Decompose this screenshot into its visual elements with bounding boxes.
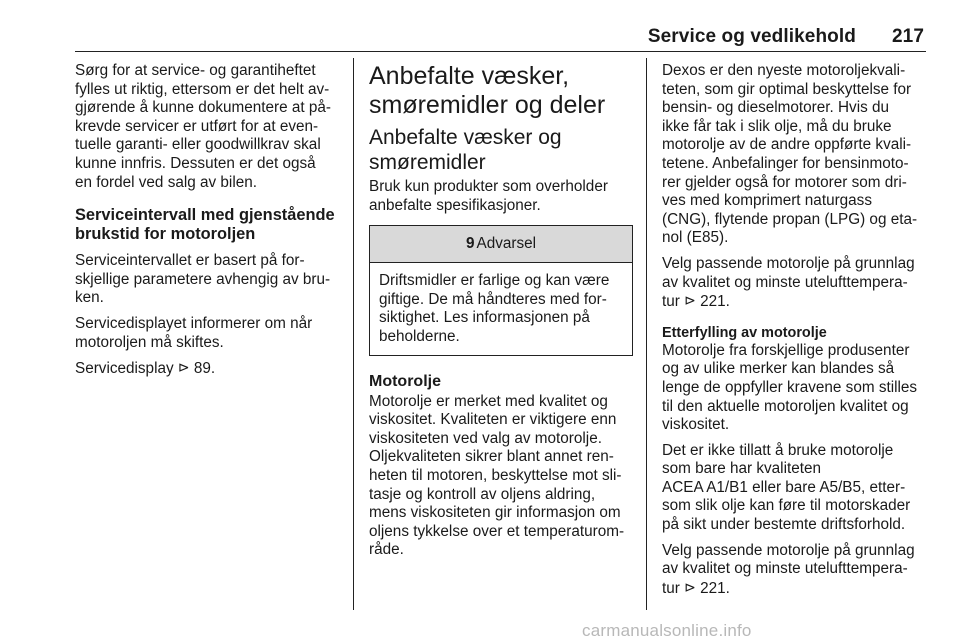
warning-title: Advarsel: [476, 235, 537, 253]
column-1: [75, 62, 343, 386]
paragraph: Servicedisplay ⊳ 89.: [75, 359, 216, 378]
section-title: Service og vedlikehold: [647, 26, 856, 47]
watermark: carmanualsonline.info: [582, 621, 752, 640]
paragraph: Dexos er den nyeste motoroljekvali- teten, som gir optimal beskyttelse for bensin- og dieselmotorer. Hvis du ikke får tak i slik olje, må du bruke motorolje av de andre oppførte kvali- tetene. Anbefalinger for bensinmoto- rer gjelder også for motorer som dri- ves med komprimert naturgass (CNG), flytende propan (LPG) og eta- nol (E85).: [662, 62, 918, 247]
column-divider-1: [353, 58, 354, 610]
column-3: [662, 62, 928, 605]
paragraph: Bruk kun produkter som overholder anbefalte spesifikasjoner.: [369, 178, 608, 214]
page-reference-arrow-icon: ⊳: [177, 359, 190, 376]
warning-triangle-icon: 9: [465, 235, 475, 253]
subheading-service-interval: Serviceintervall med gjenstående brukstid for motoroljen: [75, 206, 335, 244]
warning-box: [369, 225, 633, 355]
paragraph: Serviceintervallet er basert på for- skjellige parametere avhengig av bru- ken.: [75, 252, 331, 307]
column-2: [369, 62, 635, 567]
paragraph: Velg passende motorolje på grunnlag av kvalitet og minste utelufttempera- tur ⊳ 221.: [662, 254, 915, 311]
page-reference-link[interactable]: 221.: [700, 293, 730, 311]
page-reference-link[interactable]: 89.: [193, 360, 216, 378]
page-number: 217: [891, 26, 924, 47]
section-heading: Anbefalte væsker, smøremidler og deler: [369, 62, 606, 119]
page-reference-arrow-icon: ⊳: [684, 578, 696, 595]
paragraph: Velg passende motorolje på grunnlag av kvalitet og minste utelufttempera- tur ⊳ 221.: [662, 541, 915, 597]
warning-body: Driftsmidler er farlige og kan være giftige. De må håndteres med for- siktighet. Les informasjonen på beholderne.: [379, 272, 610, 345]
header-rule: [75, 51, 926, 52]
paragraph: Sørg for at service- og garantiheftet fylles ut riktig, ettersom er det helt av- gjørende å kunne dokumentere at på- krevde servicer er utført for at even- tuelle garanti- eller goodwillkrav skal kunne innfris. Dessuten er det også en fordel ved salg av bilen.: [75, 62, 331, 191]
column-divider-2: [646, 58, 647, 610]
paragraph: Motorolje er merket med kvalitet og viskositet. Kvaliteten er viktigere enn viskositeten ved valg av motorolje. Oljekvaliteten sikrer blant annet ren- heten til motoren, beskyttelse mot sli- tasje og kontroll av oljens aldring, mens viskositeten gir informasjon om oljens tykkelse over et temperaturom- råde.: [369, 392, 625, 559]
subheading-motorolje: Motorolje: [369, 372, 441, 390]
warning-header: [370, 226, 632, 263]
paragraph: Motorolje fra forskjellige produsenter og av ulike merker kan blandes så lenge de oppfyller kravene som stilles til den aktuelle motoroljen kvalitet og viskositet.: [662, 341, 918, 434]
subheading-etterfylling: Etterfylling av motorolje: [662, 324, 827, 341]
paragraph: Det er ikke tillatt å bruke motorolje som bare har kvaliteten ACEA A1/B1 eller bare A5/B5, etter- som slik olje kan føre til motorskader på sikt under bestemte driftsforhold.: [662, 441, 911, 534]
page-header: [0, 26, 924, 48]
sub-section-heading: Anbefalte væsker og smøremidler: [369, 126, 562, 174]
page-reference-arrow-icon: ⊳: [684, 292, 696, 309]
page-reference-link[interactable]: 221.: [700, 579, 730, 597]
paragraph: Servicedisplayet informerer om når motoroljen må skiftes.: [75, 314, 313, 351]
